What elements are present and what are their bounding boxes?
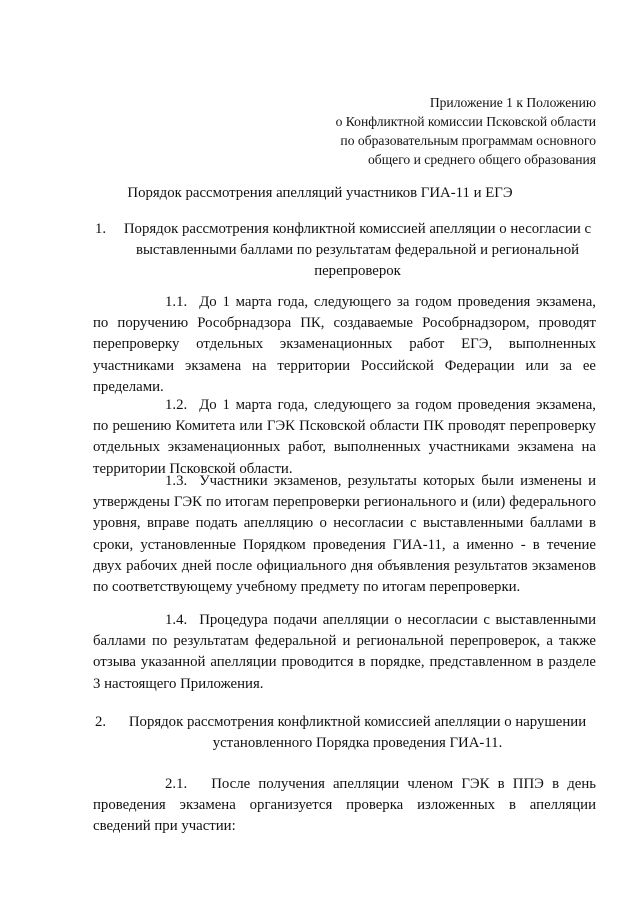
paragraph-number: 1.2. (165, 397, 188, 413)
header-line: общего и среднего общего образования (367, 152, 596, 167)
paragraph-text: До 1 марта года, следующего за годом проведения экзамена, по поручению Рособрнадзора ПК, создаваемые Рособрнадзором, проводят перепроверку отдельных экзаменационных работ ЕГЭ, выполненных участниками экзамена на территории Российской Федерации или за ее пределами. (93, 294, 596, 395)
paragraph-text: После получения апелляции членом ГЭК в ППЭ в день проведения экзамена организуется проверка изложенных в апелляции сведений при участии: (93, 776, 596, 835)
paragraph (93, 774, 596, 838)
section-heading (95, 219, 595, 282)
section-number: 1. (95, 221, 107, 237)
paragraph (93, 395, 596, 480)
paragraph-number: 1.1. (165, 294, 188, 310)
header-line: о Конфликтной комиссии Псковской области (335, 114, 596, 129)
paragraph-text: Участники экзаменов, результаты которых были изменены и утверждены ГЭК по итогам перепроверки регионального и (или) федерального уровня, вправе подать апелляцию о несогласии с выставленными баллами в сроки, установленные Порядком проведения ГИА-11, а именно - в течение двух рабочих дней после официального дня объявления результатов экзаменов по соответствующему учебному предмету по итогам перепроверки. (93, 473, 596, 596)
header-line: по образовательным программам основного (340, 133, 596, 148)
section-heading-text: Порядок рассмотрения конфликтной комиссией апелляции о нарушении установленного Порядка проведения ГИА-11. (128, 714, 587, 751)
paragraph-number: 1.3. (165, 473, 188, 489)
paragraph-text: До 1 марта года, следующего за годом проведения экзамена, по решению Комитета или ГЭК Псковской области ПК проводят перепроверку отдельных экзаменационных работ, выполненных участниками экзамена на территории Псковской области. (93, 397, 596, 477)
paragraph (93, 471, 596, 598)
paragraph-text: Процедура подачи апелляции о несогласии с выставленными баллами по результатам федеральной и региональной перепроверок, а также отзыва указанной апелляции проводится в порядке, представленном в разделе 3 настоящего Приложения. (93, 612, 596, 692)
paragraph (93, 292, 596, 398)
header-line: Приложение 1 к Положению (429, 95, 596, 110)
paragraph-number: 2.1. (165, 776, 188, 792)
section-heading-text: Порядок рассмотрения конфликтной комиссией апелляции о несогласии с выставленными баллами по результатам федеральной и региональной перепроверок (123, 221, 592, 279)
section-heading (95, 712, 595, 754)
section-number: 2. (95, 714, 107, 730)
paragraph (93, 610, 596, 695)
paragraph-number: 1.4. (165, 612, 188, 628)
appendix-header (336, 93, 596, 169)
document-title: Порядок рассмотрения апелляций участников ГИА-11 и ЕГЭ (127, 185, 513, 201)
